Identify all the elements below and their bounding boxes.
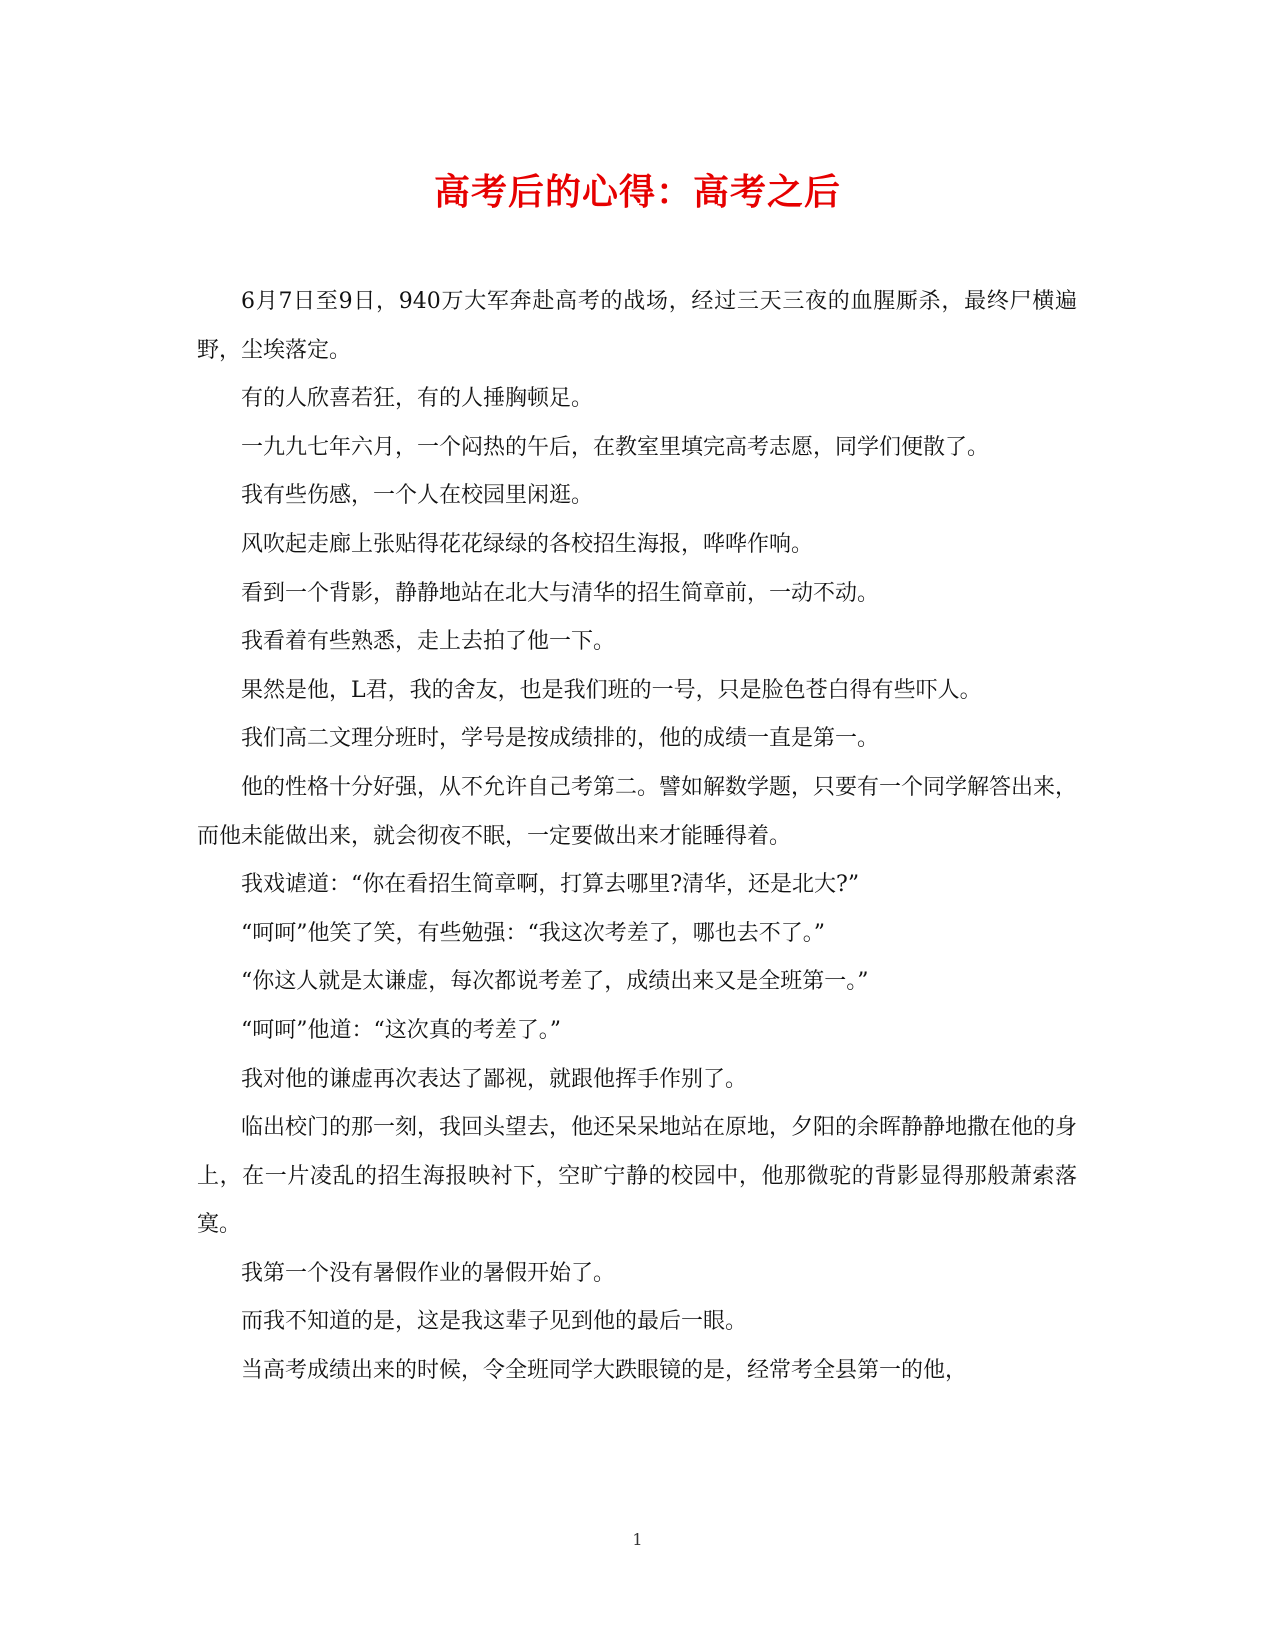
paragraph-12: “呵呵”他笑了笑，有些勉强：“我这次考差了，哪也去不了。” xyxy=(241,920,825,946)
paragraph-8: 果然是他，L君，我的舍友，也是我们班的一号，只是脸色苍白得有些吓人。 xyxy=(241,677,982,703)
paragraph-16: 临出校门的那一刻，我回头望去，他还呆呆地站在原地，夕阳的余晖静静地撒在他的身上，在一片凌乱的招生海报映衬下，空旷宁静的校园中，他那微驼的背影显得那般萧索落寞。 xyxy=(197,1115,1078,1238)
paragraph-3: 一九九七年六月，一个闷热的午后，在教室里填完高考志愿，同学们便散了。 xyxy=(241,434,990,460)
paragraph-11: 我戏谑道：“你在看招生简章啊，打算去哪里?清华，还是北大?” xyxy=(241,872,860,898)
paragraph-1: 6月7日至9日，940万大军奔赴高考的战场，经过三天三夜的血腥厮杀，最终尸横遍野，尘埃落定。 xyxy=(197,289,1077,363)
paragraph-13: “你这人就是太谦虚，每次都说考差了，成绩出来又是全班第一。” xyxy=(241,969,869,995)
paragraph-15: 我对他的谦虚再次表达了鄙视，就跟他挥手作别了。 xyxy=(241,1066,748,1092)
document-body xyxy=(197,278,1077,1396)
paragraph-7: 我看着有些熟悉，走上去拍了他一下。 xyxy=(241,629,616,655)
paragraph-14: “呵呵”他道：“这次真的考差了。” xyxy=(241,1017,561,1043)
paragraph-17: 我第一个没有暑假作业的暑假开始了。 xyxy=(241,1260,616,1286)
paragraph-2: 有的人欣喜若狂，有的人捶胸顿足。 xyxy=(241,386,594,412)
paragraph-18: 而我不知道的是，这是我这辈子见到他的最后一眼。 xyxy=(241,1309,748,1335)
paragraph-19: 当高考成绩出来的时候，令全班同学大跌眼镜的是，经常考全县第一的他， xyxy=(241,1358,968,1384)
paragraph-6: 看到一个背影，静静地站在北大与清华的招生简章前，一动不动。 xyxy=(241,580,880,606)
document-title: 高考后的心得：高考之后 xyxy=(433,171,841,213)
paragraph-4: 我有些伤感，一个人在校园里闲逛。 xyxy=(241,483,594,509)
page-number: 1 xyxy=(632,1530,643,1549)
paragraph-5: 风吹起走廊上张贴得花花绿绿的各校招生海报，哗哗作响。 xyxy=(241,531,814,557)
paragraph-10: 他的性格十分好强，从不允许自己考第二。譬如解数学题，只要有一个同学解答出来，而他未能做出来，就会彻夜不眠，一定要做出来才能睡得着。 xyxy=(197,774,1078,849)
paragraph-9: 我们高二文理分班时，学号是按成绩排的，他的成绩一直是第一。 xyxy=(241,726,880,752)
